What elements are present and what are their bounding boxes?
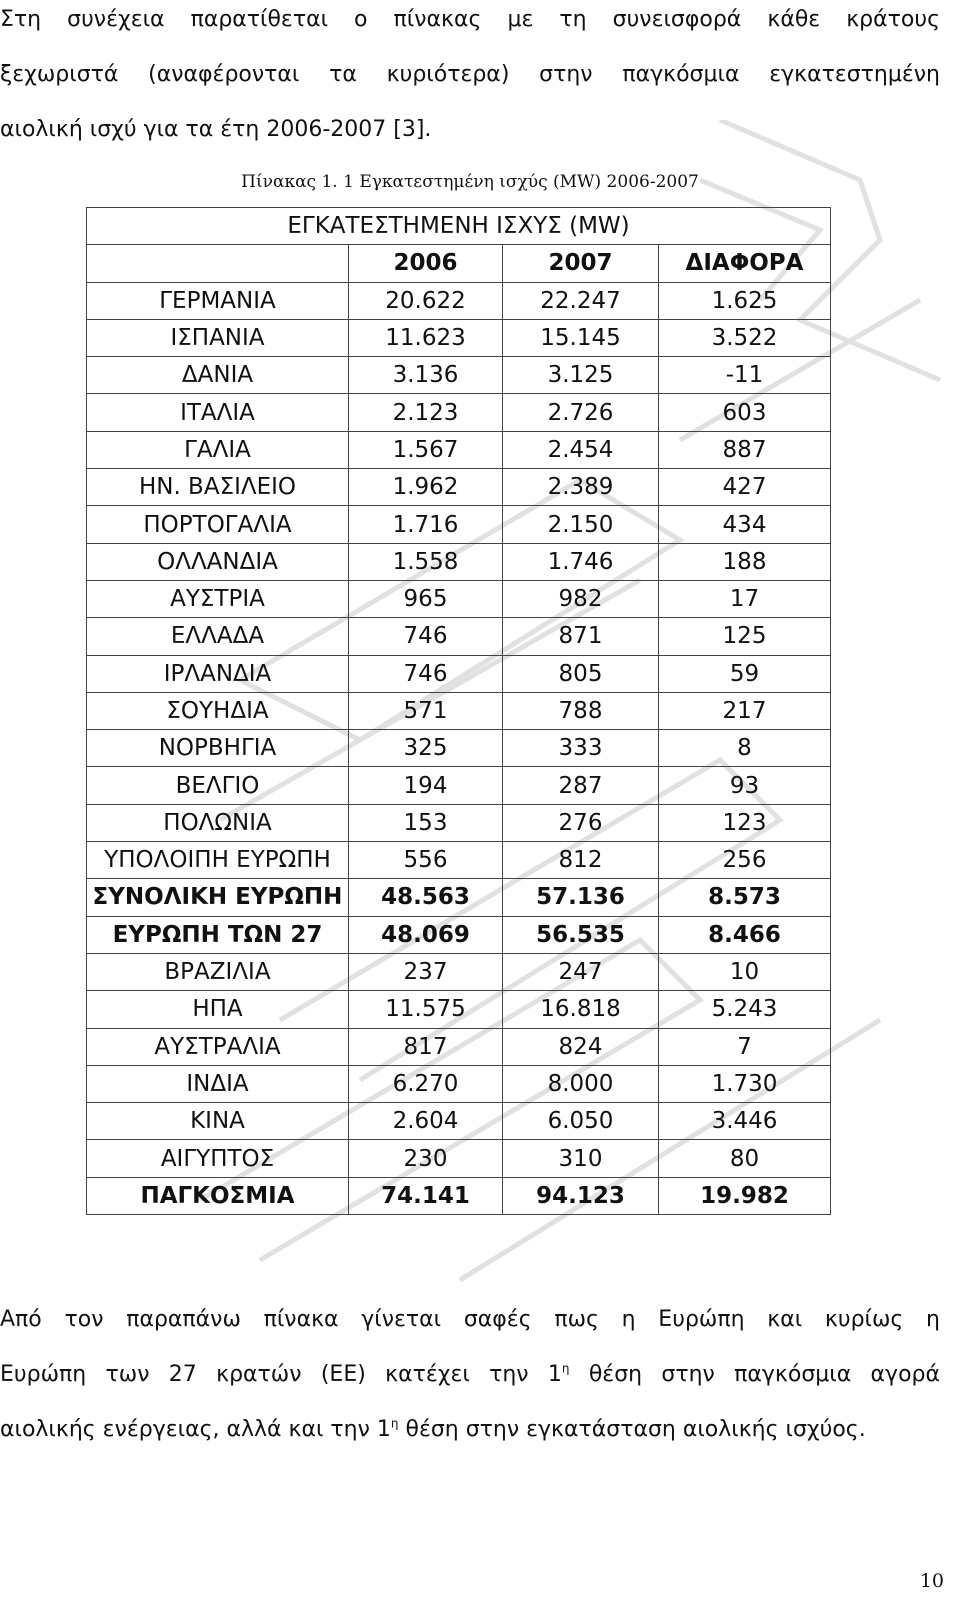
value-2007-cell: 56.535 xyxy=(503,916,659,953)
value-2006-cell: 2.604 xyxy=(349,1103,503,1140)
difference-cell: 93 xyxy=(659,767,831,804)
table-row xyxy=(87,580,831,617)
country-cell: ΙΝΔΙΑ xyxy=(87,1065,349,1102)
conclusion-line-1: Από τον παραπάνω πίνακα γίνεται σαφές πως η Ευρώπη και κυρίως η xyxy=(0,1307,940,1332)
table-row xyxy=(87,357,831,394)
country-cell: ΓΕΡΜΑΝΙΑ xyxy=(87,282,349,319)
difference-cell: 434 xyxy=(659,506,831,543)
installed-capacity-table xyxy=(86,207,831,1215)
difference-cell: 603 xyxy=(659,394,831,431)
value-2006-cell: 325 xyxy=(349,730,503,767)
difference-cell: 8.573 xyxy=(659,879,831,916)
table-row xyxy=(87,767,831,804)
ordinal-superscript: η xyxy=(561,1361,570,1376)
country-cell: ΒΕΛΓΙΟ xyxy=(87,767,349,804)
country-cell: ΑΥΣΤΡΙΑ xyxy=(87,580,349,617)
difference-cell: 256 xyxy=(659,842,831,879)
header-difference: ΔΙΑΦΟΡΑ xyxy=(659,245,831,282)
value-2007-cell: 287 xyxy=(503,767,659,804)
table-row xyxy=(87,618,831,655)
value-2007-cell: 812 xyxy=(503,842,659,879)
country-cell: ΠΟΡΤΟΓΑΛΙΑ xyxy=(87,506,349,543)
value-2006-cell: 11.623 xyxy=(349,319,503,356)
value-2006-cell: 3.136 xyxy=(349,357,503,394)
table-row xyxy=(87,1028,831,1065)
difference-cell: 17 xyxy=(659,580,831,617)
value-2006-cell: 556 xyxy=(349,842,503,879)
value-2007-cell: 824 xyxy=(503,1028,659,1065)
page-number: 10 xyxy=(919,1570,944,1592)
difference-cell: 59 xyxy=(659,655,831,692)
country-cell: ΒΡΑΖΙΛΙΑ xyxy=(87,953,349,990)
value-2007-cell: 3.125 xyxy=(503,357,659,394)
value-2007-cell: 1.746 xyxy=(503,543,659,580)
value-2006-cell: 2.123 xyxy=(349,394,503,431)
difference-cell: 5.243 xyxy=(659,991,831,1028)
value-2007-cell: 333 xyxy=(503,730,659,767)
difference-cell: 7 xyxy=(659,1028,831,1065)
table-row xyxy=(87,655,831,692)
value-2006-cell: 48.563 xyxy=(349,879,503,916)
value-2006-cell: 48.069 xyxy=(349,916,503,953)
difference-cell: 188 xyxy=(659,543,831,580)
table-row xyxy=(87,282,831,319)
table-row xyxy=(87,469,831,506)
value-2006-cell: 1.962 xyxy=(349,469,503,506)
value-2007-cell: 94.123 xyxy=(503,1177,659,1214)
table-row xyxy=(87,506,831,543)
difference-cell: 80 xyxy=(659,1140,831,1177)
value-2006-cell: 746 xyxy=(349,618,503,655)
conclusion-line-3-b: θέση στην εγκατάσταση αιολικής ισχύος. xyxy=(398,1417,866,1442)
table-row xyxy=(87,319,831,356)
value-2007-cell: 16.818 xyxy=(503,991,659,1028)
value-2007-cell: 310 xyxy=(503,1140,659,1177)
country-cell: ΝΟΡΒΗΓΙΑ xyxy=(87,730,349,767)
country-cell: ΕΥΡΩΠΗ ΤΩΝ 27 xyxy=(87,916,349,953)
difference-cell: -11 xyxy=(659,357,831,394)
country-cell: ΥΠΟΛΟΙΠΗ ΕΥΡΩΠΗ xyxy=(87,842,349,879)
difference-cell: 125 xyxy=(659,618,831,655)
table-row xyxy=(87,692,831,729)
table-row xyxy=(87,543,831,580)
country-cell: ΣΟΥΗΔΙΑ xyxy=(87,692,349,729)
country-cell: ΣΥΝΟΛΙΚΗ ΕΥΡΩΠΗ xyxy=(87,879,349,916)
conclusion-line-3 xyxy=(0,1402,940,1457)
country-cell: ΟΛΛΑΝΔΙΑ xyxy=(87,543,349,580)
intro-line-1: Στη συνέχεια παρατίθεται ο πίνακας με τη συνεισφορά κάθε κράτους xyxy=(0,7,940,32)
country-cell: ΔΑΝΙΑ xyxy=(87,357,349,394)
value-2007-cell: 788 xyxy=(503,692,659,729)
table-row xyxy=(87,953,831,990)
value-2006-cell: 746 xyxy=(349,655,503,692)
difference-cell: 123 xyxy=(659,804,831,841)
difference-cell: 3.446 xyxy=(659,1103,831,1140)
conclusion-line-3-a: αιολικής ενέργειας, αλλά και την 1 xyxy=(0,1417,391,1442)
value-2006-cell: 571 xyxy=(349,692,503,729)
table-row xyxy=(87,730,831,767)
value-2007-cell: 247 xyxy=(503,953,659,990)
difference-cell: 217 xyxy=(659,692,831,729)
value-2007-cell: 22.247 xyxy=(503,282,659,319)
value-2007-cell: 8.000 xyxy=(503,1065,659,1102)
conclusion-line-2 xyxy=(0,1347,940,1402)
value-2006-cell: 965 xyxy=(349,580,503,617)
country-cell: ΙΡΛΑΝΔΙΑ xyxy=(87,655,349,692)
country-cell: ΠΟΛΩΝΙΑ xyxy=(87,804,349,841)
country-cell: ΗΠΑ xyxy=(87,991,349,1028)
value-2007-cell: 2.150 xyxy=(503,506,659,543)
value-2006-cell: 1.567 xyxy=(349,431,503,468)
value-2006-cell: 1.716 xyxy=(349,506,503,543)
value-2007-cell: 6.050 xyxy=(503,1103,659,1140)
value-2007-cell: 2.454 xyxy=(503,431,659,468)
value-2007-cell: 276 xyxy=(503,804,659,841)
header-blank-cell xyxy=(87,245,349,282)
country-cell: ΑΙΓΥΠΤΟΣ xyxy=(87,1140,349,1177)
table-title: ΕΓΚΑΤΕΣΤΗΜΕΝΗ ΙΣΧΥΣ (MW) xyxy=(87,208,831,245)
country-cell: ΕΛΛΑΔΑ xyxy=(87,618,349,655)
value-2006-cell: 11.575 xyxy=(349,991,503,1028)
conclusion-line-2-b: θέση στην παγκόσμια αγορά xyxy=(569,1362,940,1387)
value-2007-cell: 2.726 xyxy=(503,394,659,431)
value-2006-cell: 817 xyxy=(349,1028,503,1065)
table-row xyxy=(87,431,831,468)
value-2007-cell: 982 xyxy=(503,580,659,617)
table-title-row xyxy=(87,208,831,245)
country-cell: ΚΙΝΑ xyxy=(87,1103,349,1140)
value-2006-cell: 1.558 xyxy=(349,543,503,580)
intro-line-3: αιολική ισχύ για τα έτη 2006-2007 [3]. xyxy=(0,117,432,142)
value-2006-cell: 6.270 xyxy=(349,1065,503,1102)
table-row xyxy=(87,879,831,916)
table-row xyxy=(87,1065,831,1102)
difference-cell: 8.466 xyxy=(659,916,831,953)
intro-line-2: ξεχωριστά (αναφέρονται τα κυριότερα) στην παγκόσμια εγκατεστημένη xyxy=(0,62,940,87)
value-2006-cell: 237 xyxy=(349,953,503,990)
country-cell: ΙΣΠΑΝΙΑ xyxy=(87,319,349,356)
difference-cell: 10 xyxy=(659,953,831,990)
header-2007: 2007 xyxy=(503,245,659,282)
value-2006-cell: 74.141 xyxy=(349,1177,503,1214)
country-cell: ΗΝ. ΒΑΣΙΛΕΙΟ xyxy=(87,469,349,506)
difference-cell: 8 xyxy=(659,730,831,767)
country-cell: ΙΤΑΛΙΑ xyxy=(87,394,349,431)
table-row xyxy=(87,394,831,431)
value-2006-cell: 20.622 xyxy=(349,282,503,319)
table-row xyxy=(87,1103,831,1140)
country-cell: ΠΑΓΚΟΣΜΙΑ xyxy=(87,1177,349,1214)
value-2006-cell: 230 xyxy=(349,1140,503,1177)
table-row xyxy=(87,804,831,841)
country-cell: ΑΥΣΤΡΑΛΙΑ xyxy=(87,1028,349,1065)
value-2006-cell: 194 xyxy=(349,767,503,804)
table-row xyxy=(87,916,831,953)
value-2007-cell: 871 xyxy=(503,618,659,655)
difference-cell: 427 xyxy=(659,469,831,506)
table-row xyxy=(87,1177,831,1214)
ordinal-superscript: η xyxy=(390,1416,399,1431)
conclusion-paragraph xyxy=(0,1292,940,1457)
table-row xyxy=(87,991,831,1028)
value-2007-cell: 57.136 xyxy=(503,879,659,916)
difference-cell: 1.730 xyxy=(659,1065,831,1102)
value-2006-cell: 153 xyxy=(349,804,503,841)
header-2006: 2006 xyxy=(349,245,503,282)
difference-cell: 887 xyxy=(659,431,831,468)
country-cell: ΓΑΛΙΑ xyxy=(87,431,349,468)
table-header-row xyxy=(87,245,831,282)
difference-cell: 3.522 xyxy=(659,319,831,356)
value-2007-cell: 15.145 xyxy=(503,319,659,356)
table-row xyxy=(87,1140,831,1177)
value-2007-cell: 2.389 xyxy=(503,469,659,506)
intro-paragraph xyxy=(0,0,940,157)
table-row xyxy=(87,842,831,879)
value-2007-cell: 805 xyxy=(503,655,659,692)
difference-cell: 1.625 xyxy=(659,282,831,319)
conclusion-line-2-a: Ευρώπη των 27 κρατών (ΕΕ) κατέχει την 1 xyxy=(0,1362,562,1387)
difference-cell: 19.982 xyxy=(659,1177,831,1214)
table-caption: Πίνακας 1. 1 Εγκατεστημένη ισχύς (MW) 2006-2007 xyxy=(241,172,699,192)
